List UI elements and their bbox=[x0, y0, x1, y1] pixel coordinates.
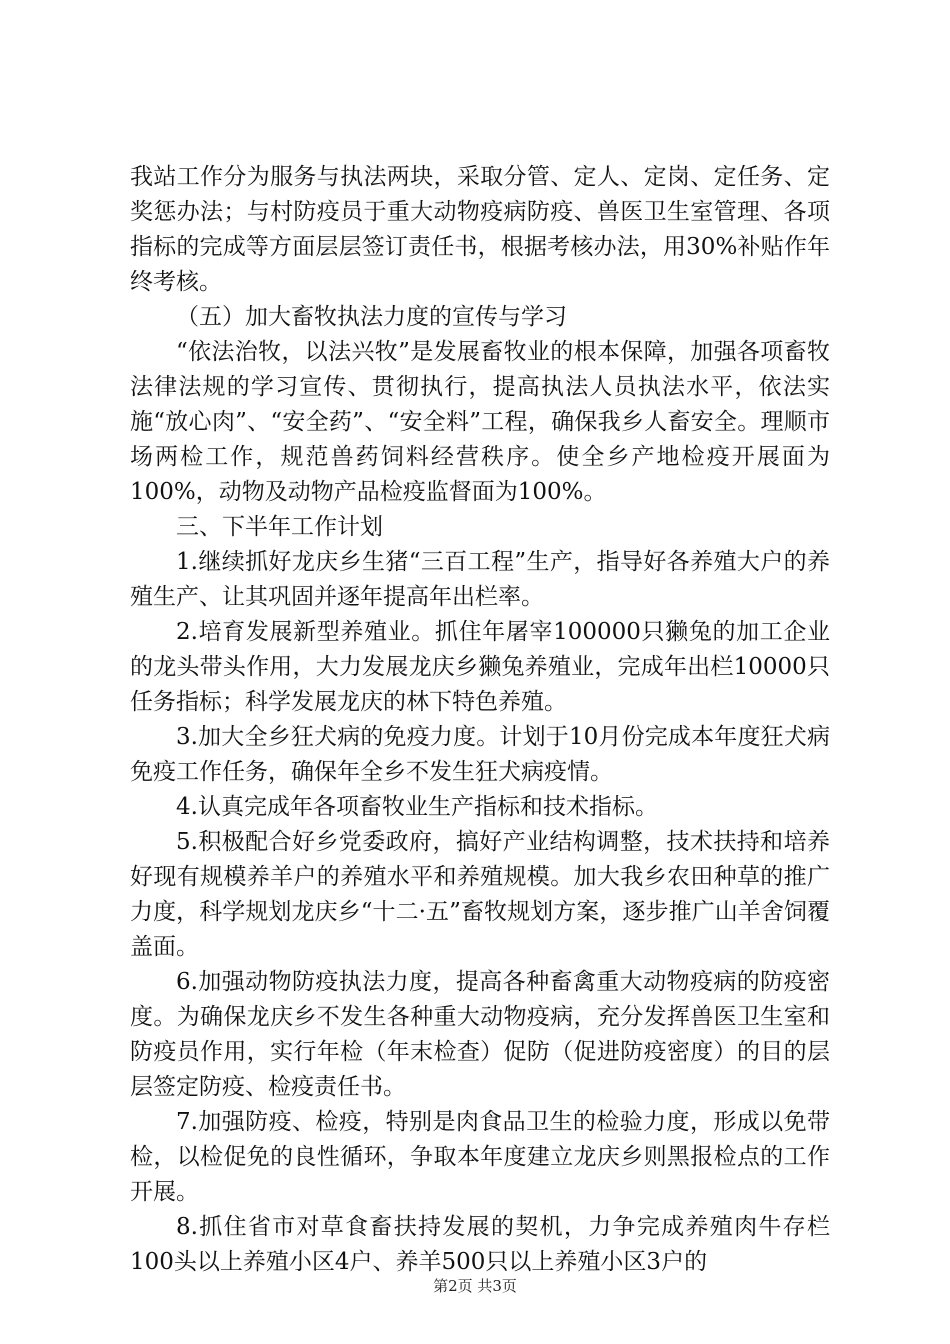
plan-item-1: 1.继续抓好龙庆乡生猪“三百工程”生产，指导好各养殖大户的养殖生产、让其巩固并逐年提高年出栏率。 bbox=[130, 549, 830, 610]
plan-item-5: 5.积极配合好乡党委政府，搞好产业结构调整，技术扶持和培养好现有规模养羊户的养殖水平和养殖规模。加大我乡农田种草的推广力度，科学规划龙庆乡“十二·五”畜牧规划方案，逐步推广山羊舍饲覆盖面。 bbox=[130, 829, 830, 960]
section-heading-3: 三、下半年工作计划 bbox=[176, 514, 383, 540]
plan-item-4: 4.认真完成年各项畜牧业生产指标和技术指标。 bbox=[176, 794, 658, 820]
plan-item-6: 6.加强动物防疫执法力度，提高各种畜禽重大动物疫病的防疫密度。为确保龙庆乡不发生各种重大动物疫病，充分发挥兽医卫生室和防疫员作用，实行年检（年末检查）促防（促进防疫密度）的目的层层签定防疫、检疫责任书。 bbox=[130, 969, 830, 1100]
plan-item-7: 7.加强防疫、检疫，特别是肉食品卫生的检验力度，形成以免带检，以检促免的良性循环，争取本年度建立龙庆乡则黑报检点的工作开展。 bbox=[130, 1109, 830, 1205]
plan-item-2: 2.培育发展新型养殖业。抓住年屠宰100000只獭兔的加工企业的龙头带头作用，大力发展龙庆乡獭兔养殖业，完成年出栏10000只任务指标；科学发展龙庆的林下特色养殖。 bbox=[130, 619, 830, 715]
document-body bbox=[130, 160, 830, 1280]
plan-item-8: 8.抓住省市对草食畜扶持发展的契机，力争完成养殖肉牛存栏100头以上养殖小区4户、养羊500只以上养殖小区3户的 bbox=[130, 1214, 830, 1275]
plan-item-3: 3.加大全乡狂犬病的免疫力度。计划于10月份完成本年度狂犬病免疫工作任务，确保年全乡不发生狂犬病疫情。 bbox=[130, 724, 830, 785]
page-number-footer: 第2页 共3页 bbox=[433, 1277, 517, 1295]
paragraph-1: 我站工作分为服务与执法两块，采取分管、定人、定岗、定任务、定奖惩办法；与村防疫员于重大动物疫病防疫、兽医卫生室管理、各项指标的完成等方面层层签订责任书，根据考核办法，用30%补贴作年终考核。 bbox=[130, 164, 830, 295]
section-heading-5: （五）加大畜牧执法力度的宣传与学习 bbox=[176, 304, 567, 330]
paragraph-2: “依法治牧，以法兴牧”是发展畜牧业的根本保障，加强各项畜牧法律法规的学习宣传、贯彻执行，提高执法人员执法水平，依法实施“放心肉”、“安全药”、“安全料”工程，确保我乡人畜安全。理顺市场两检工作，规范兽药饲料经营秩序。使全乡产地检疫开展面为100%，动物及动物产品检疫监督面为100%。 bbox=[130, 339, 830, 505]
